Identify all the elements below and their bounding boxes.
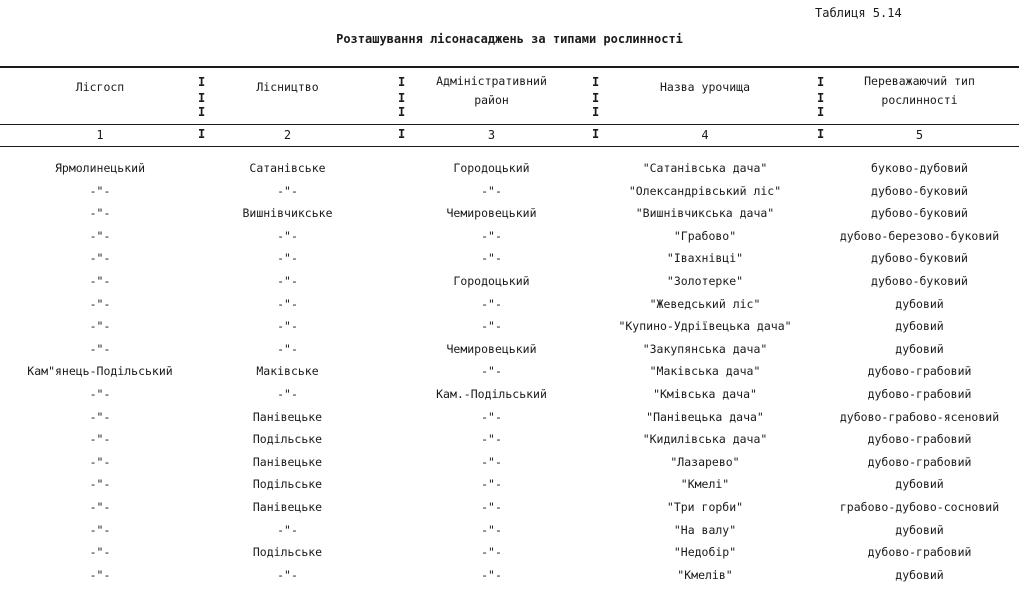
column-number-5: 5 <box>915 128 924 142</box>
cell-tract-name: "Кмелі" <box>680 477 730 492</box>
table-row <box>0 318 1019 341</box>
cell-tract-name: "Кмівська дача" <box>653 386 757 401</box>
cell-tract-name: "На валу" <box>673 522 737 537</box>
cell-vegetation-type: дубовий <box>895 296 944 311</box>
cell-tract-name: "Лазарево" <box>670 454 740 469</box>
column-header-1 <box>0 78 200 97</box>
column-header-2-line: Лісництво <box>256 80 319 94</box>
cell-forestry: -"- <box>277 522 298 537</box>
separator-mark: I <box>198 105 206 119</box>
cell-forestry-enterprise: -"- <box>89 567 111 582</box>
separator-mark: I <box>592 105 600 119</box>
column-header-5-line-2: рослинності <box>881 93 958 107</box>
cell-vegetation-type: дубово-грабовий <box>867 386 972 401</box>
table-row <box>0 476 1019 499</box>
cell-vegetation-type: дубово-грабово-ясеновий <box>839 409 1000 424</box>
separator-mark: I <box>398 75 406 89</box>
cell-district: Городоцький <box>453 161 530 175</box>
cell-tract-name: "Купино-Удріївецька дача" <box>618 319 792 334</box>
table-top-rule <box>0 66 1019 68</box>
cell-forestry: Панівецьке <box>252 409 323 424</box>
cell-district: -"- <box>481 296 502 311</box>
cell-vegetation-type: дубово-грабовий <box>867 454 972 469</box>
cell-forestry: Подільське <box>252 545 323 560</box>
table-row <box>0 160 1019 183</box>
cell-district: -"- <box>481 409 502 424</box>
cell-vegetation-type: дубово-буковий <box>871 183 968 198</box>
cell-forestry-enterprise: -"- <box>89 206 111 221</box>
table-row <box>0 341 1019 364</box>
cell-vegetation-type: дубово-буковий <box>871 206 968 221</box>
cell-forestry-enterprise: Кам"янець-Подільський <box>27 364 173 379</box>
cell-vegetation-type: грабово-дубово-сосновий <box>839 499 1000 514</box>
table-row <box>0 386 1019 409</box>
cell-forestry: -"- <box>277 386 298 401</box>
column-header-4 <box>595 78 815 97</box>
cell-forestry-enterprise: -"- <box>89 296 111 311</box>
cell-district: -"- <box>481 522 502 537</box>
column-header-4-line: Назва урочища <box>659 80 750 94</box>
cell-district: -"- <box>481 567 502 582</box>
column-number-3: 3 <box>487 128 496 142</box>
cell-forestry: Панівецьке <box>252 454 323 469</box>
cell-forestry: -"- <box>277 319 298 334</box>
table-row <box>0 183 1019 206</box>
separator-mark: I <box>817 127 825 141</box>
separator-mark: I <box>817 75 825 89</box>
table-row <box>0 250 1019 273</box>
column-number-2: 2 <box>283 128 292 142</box>
table-body <box>0 160 1019 589</box>
separator-mark: I <box>198 127 206 141</box>
cell-forestry: Маківське <box>256 364 319 379</box>
column-header-3 <box>395 72 588 110</box>
table-row <box>0 567 1019 590</box>
cell-district: -"- <box>481 454 502 469</box>
cell-district: -"- <box>481 432 502 447</box>
cell-vegetation-type: дубово-грабовий <box>867 545 972 560</box>
separator-mark: I <box>817 91 825 105</box>
cell-forestry-enterprise: -"- <box>89 454 111 469</box>
cell-district: -"- <box>481 499 502 514</box>
cell-forestry-enterprise: -"- <box>89 341 111 356</box>
separator-mark: I <box>198 91 206 105</box>
table-row <box>0 454 1019 477</box>
table-row <box>0 363 1019 386</box>
separator-mark: I <box>592 91 600 105</box>
cell-vegetation-type: дубовий <box>895 567 944 582</box>
cell-forestry: Панівецьке <box>252 499 323 514</box>
cell-forestry: Подільське <box>252 432 323 447</box>
cell-vegetation-type: дубово-грабовий <box>867 432 972 447</box>
column-header-5-line-1: Переважаючий тип <box>864 74 975 88</box>
cell-tract-name: "Маківська дача" <box>649 364 761 379</box>
cell-tract-name: "Сатанівська дача" <box>642 161 768 175</box>
cell-district: Городоцький <box>453 273 530 288</box>
cell-forestry: -"- <box>277 567 298 582</box>
cell-forestry: -"- <box>277 251 298 266</box>
cell-tract-name: "Панівецька дача" <box>646 409 764 424</box>
header-bottom-rule <box>0 124 1019 125</box>
cell-forestry-enterprise: -"- <box>89 522 111 537</box>
cell-forestry-enterprise: -"- <box>89 499 111 514</box>
cell-district: -"- <box>481 183 502 198</box>
cell-forestry-enterprise: -"- <box>89 477 111 492</box>
table-row <box>0 205 1019 228</box>
column-number-1: 1 <box>96 128 104 142</box>
table-row <box>0 522 1019 545</box>
cell-district: Кам.-Подільський <box>436 386 547 401</box>
separator-mark: I <box>592 127 600 141</box>
cell-tract-name: "Золотерке" <box>666 273 744 288</box>
cell-vegetation-type: дубово-грабовий <box>867 364 972 379</box>
cell-forestry-enterprise: -"- <box>89 183 111 198</box>
separator-mark: I <box>398 91 406 105</box>
cell-forestry: Сатанівське <box>249 161 326 175</box>
cell-vegetation-type: буково-дубовий <box>871 161 968 175</box>
cell-tract-name: "Недобір" <box>673 545 737 560</box>
cell-forestry: -"- <box>277 341 298 356</box>
cell-district: Чемировецький <box>446 206 537 221</box>
cell-vegetation-type: дубово-буковий <box>871 251 968 266</box>
column-numbers-bottom-rule <box>0 146 1019 147</box>
column-header-5 <box>820 72 1019 110</box>
cell-forestry-enterprise: -"- <box>89 319 111 334</box>
table-row <box>0 544 1019 567</box>
cell-district: -"- <box>481 319 502 334</box>
cell-district: -"- <box>481 545 502 560</box>
table-row <box>0 228 1019 251</box>
cell-vegetation-type: дубовий <box>895 477 944 492</box>
cell-forestry: -"- <box>277 296 298 311</box>
table-row <box>0 296 1019 319</box>
cell-forestry-enterprise: Ярмолинецький <box>54 161 145 175</box>
separator-mark: I <box>198 75 206 89</box>
cell-forestry: Подільське <box>252 477 323 492</box>
separator-mark: I <box>592 75 600 89</box>
cell-vegetation-type: дубовий <box>895 522 944 537</box>
cell-district: -"- <box>481 364 502 379</box>
table-row <box>0 273 1019 296</box>
cell-district: Чемировецький <box>446 341 537 356</box>
cell-vegetation-type: дубовий <box>895 319 944 334</box>
cell-forestry-enterprise: -"- <box>89 273 111 288</box>
table-row <box>0 409 1019 432</box>
cell-tract-name: "Жеведський ліс" <box>649 296 761 311</box>
separator-mark: I <box>398 105 406 119</box>
page-title: Розташування лісонасаджень за типами рослинності <box>336 32 683 46</box>
cell-tract-name: "Івахнівці" <box>666 251 744 266</box>
cell-forestry-enterprise: -"- <box>89 386 111 401</box>
cell-forestry: -"- <box>277 228 298 243</box>
column-number-4: 4 <box>701 128 709 142</box>
cell-forestry-enterprise: -"- <box>89 251 111 266</box>
column-header-1-line: Лісгосп <box>75 80 125 94</box>
cell-forestry: -"- <box>277 183 298 198</box>
cell-vegetation-type: дубово-березово-буковий <box>839 228 1000 243</box>
table-number: Таблиця 5.14 <box>815 6 902 20</box>
cell-forestry-enterprise: -"- <box>89 545 111 560</box>
cell-forestry: -"- <box>277 273 298 288</box>
cell-tract-name: "Грабово" <box>673 228 737 243</box>
cell-tract-name: "Кмелів" <box>677 567 733 582</box>
separator-mark: I <box>398 127 406 141</box>
cell-vegetation-type: дубовий <box>895 341 944 356</box>
table-row <box>0 431 1019 454</box>
cell-forestry-enterprise: -"- <box>89 228 111 243</box>
cell-district: -"- <box>481 251 502 266</box>
separator-mark: I <box>817 105 825 119</box>
cell-tract-name: "Олександрівський ліс" <box>628 183 782 198</box>
cell-tract-name: "Кидилівська дача" <box>642 432 768 447</box>
column-header-2 <box>205 78 370 97</box>
cell-vegetation-type: дубово-буковий <box>871 273 968 288</box>
cell-forestry: Вишнівчикське <box>242 206 333 221</box>
cell-forestry-enterprise: -"- <box>89 409 111 424</box>
cell-tract-name: "Закупянська дача" <box>642 341 768 356</box>
cell-district: -"- <box>481 228 502 243</box>
cell-tract-name: "Вишнівчикська дача" <box>635 206 775 221</box>
column-header-3-line-2: район <box>474 93 509 107</box>
column-header-3-line-1: Адміністративний <box>436 74 547 88</box>
table-row <box>0 499 1019 522</box>
cell-district: -"- <box>481 477 502 492</box>
cell-forestry-enterprise: -"- <box>89 432 111 447</box>
cell-tract-name: "Три горби" <box>666 499 744 514</box>
